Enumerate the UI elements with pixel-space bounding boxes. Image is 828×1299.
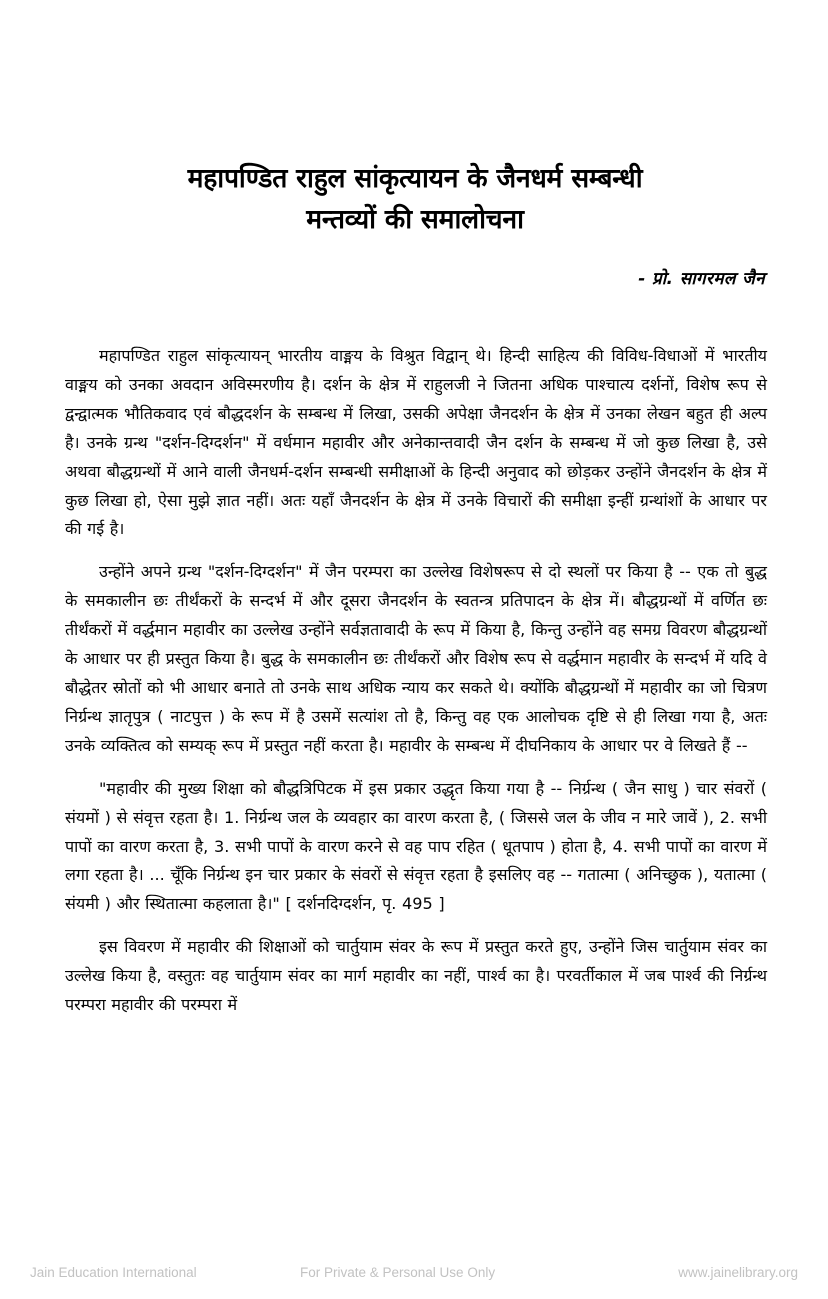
paragraph-1-text: महापण्डित राहुल सांकृत्यायन् भारतीय वाङ्मय के विश्रुत विद्वान् थे। हिन्दी साहित्य की विविध-विधाओं में भारतीय वाङ्मय को उनका अवदान अविस्मरणीय है। दर्शन के क्षेत्र में राहुलजी ने जितना अधिक पाश्चात्य दर्शनों, विशेष रूप से द्वन्द्वात्मक भौतिकवाद एवं बौद्धदर्शन के सम्बन्ध में लिखा, उसकी अपेक्षा जैनदर्शन के क्षेत्र में उनका लेखन बहुत ही अल्प है। उनके ग्रन्थ "दर्शन-दिग्दर्शन" में वर्धमान महावीर और अनेकान्तवादी जैन दर्शन के सम्बन्ध में जो कुछ लिखा है, उसे अथवा बौद्धग्रन्थों में आने वाली जैनधर्म-दर्शन सम्बन्धी समीक्षाओं के हिन्दी अनुवाद को छोड़कर उन्होंने जैनदर्शन के क्षेत्र में कुछ लिखा हो, ऐसा मुझे ज्ञात नहीं। अतः यहाँ जैनदर्शन के क्षेत्र में उनके विचारों की समीक्षा इन्हीं ग्रन्थांशों के आधार पर की गई है। (65, 346, 767, 539)
body-text-column (65, 342, 767, 1020)
title-line-1: महापण्डित राहुल सांकृत्यायन के जैनधर्म सम्बन्धी (187, 163, 643, 194)
title-line-2: मन्तव्यों की समालोचना (306, 204, 524, 235)
paragraph-3-quotation (65, 775, 767, 920)
page-footer (0, 1258, 828, 1286)
paragraph-1 (65, 342, 767, 544)
footer-usage-notice: For Private & Personal Use Only (300, 1264, 496, 1280)
paragraph-2 (65, 558, 767, 760)
page-title (65, 158, 765, 240)
footer-organization: Jain Education International (30, 1264, 197, 1280)
paragraph-4-text: इस विवरण में महावीर की शिक्षाओं को चार्तुयाम संवर के रूप में प्रस्तुत करते हुए, उन्होंने जिस चार्तुयाम संवर का उल्लेख किया है, वस्तुतः वह चार्तुयाम संवर का मार्ग महावीर का नहीं, पार्श्व का है। परवर्तीकाल में जब पार्श्व की निर्ग्रन्थ परम्परा महावीर की परम्परा में (65, 937, 767, 1015)
paragraph-2-text: उन्होंने अपने ग्रन्थ "दर्शन-दिग्दर्शन" में जैन परम्परा का उल्लेख विशेषरूप से दो स्थलों पर किया है -- एक तो बुद्ध के समकालीन छः तीर्थंकरों के सन्दर्भ में और दूसरा जैनदर्शन के स्वतन्त्र प्रतिपादन के क्षेत्र में। बौद्धग्रन्थों में वर्णित छः तीर्थंकरों में वर्द्धमान महावीर का उल्लेख उन्होंने सर्वज्ञतावादी के रूप में किया है, किन्तु उन्होंने वह समग्र विवरण बौद्धग्रन्थों के आधार पर ही प्रस्तुत किया है। बुद्ध के समकालीन छः तीर्थंकरों और विशेष रूप से वर्द्धमान महावीर के सन्दर्भ में यदि वे बौद्धेतर स्रोतों को भी आधार बनाते तो उनके साथ अधिक न्याय कर सकते थे। क्योंकि बौद्धग्रन्थों में महावीर का जो चित्रण निर्ग्रन्थ ज्ञातृपुत्र ( नाटपुत्त ) के रूप में है उसमें सत्यांश तो है, किन्तु वह एक आलोचक दृष्टि से ही लिखा गया है, अतः उनके व्यक्तित्व को सम्यक् रूप में प्रस्तुत नहीं करता है। महावीर के सम्बन्ध में दीघनिकाय के आधार पर वे लिखते हैं -- (65, 562, 767, 755)
footer-website-url[interactable]: www.jainelibrary.org (678, 1264, 798, 1280)
author-byline: - प्रो. सागरमल जैन (638, 269, 765, 289)
paragraph-3-text: "महावीर की मुख्य शिक्षा को बौद्धत्रिपिटक में इस प्रकार उद्धृत किया गया है -- निर्ग्रन्थ ( जैन साधु ) चार संवरों ( संयमों ) से संवृत्त रहता है। 1. निर्ग्रन्थ जल के व्यवहार का वारण करता है, ( जिससे जल के जीव न मारे जावें ), 2. सभी पापों का वारण करता है, 3. सभी पापों के वारण करने से वह पाप रहित ( धूतपाप ) होता है, 4. सभी पापों का वारण में लगा रहता है। ... चूँकि निर्ग्रन्थ इन चार प्रकार के संवरों से संवृत्त रहता है इसलिए वह -- गतात्मा ( अनिच्छुक ), यतात्मा ( संयमी ) और स्थितात्मा कहलाता है।" [ दर्शनदिग्दर्शन, पृ. 495 ] (65, 778, 767, 914)
paragraph-4 (65, 933, 767, 1020)
